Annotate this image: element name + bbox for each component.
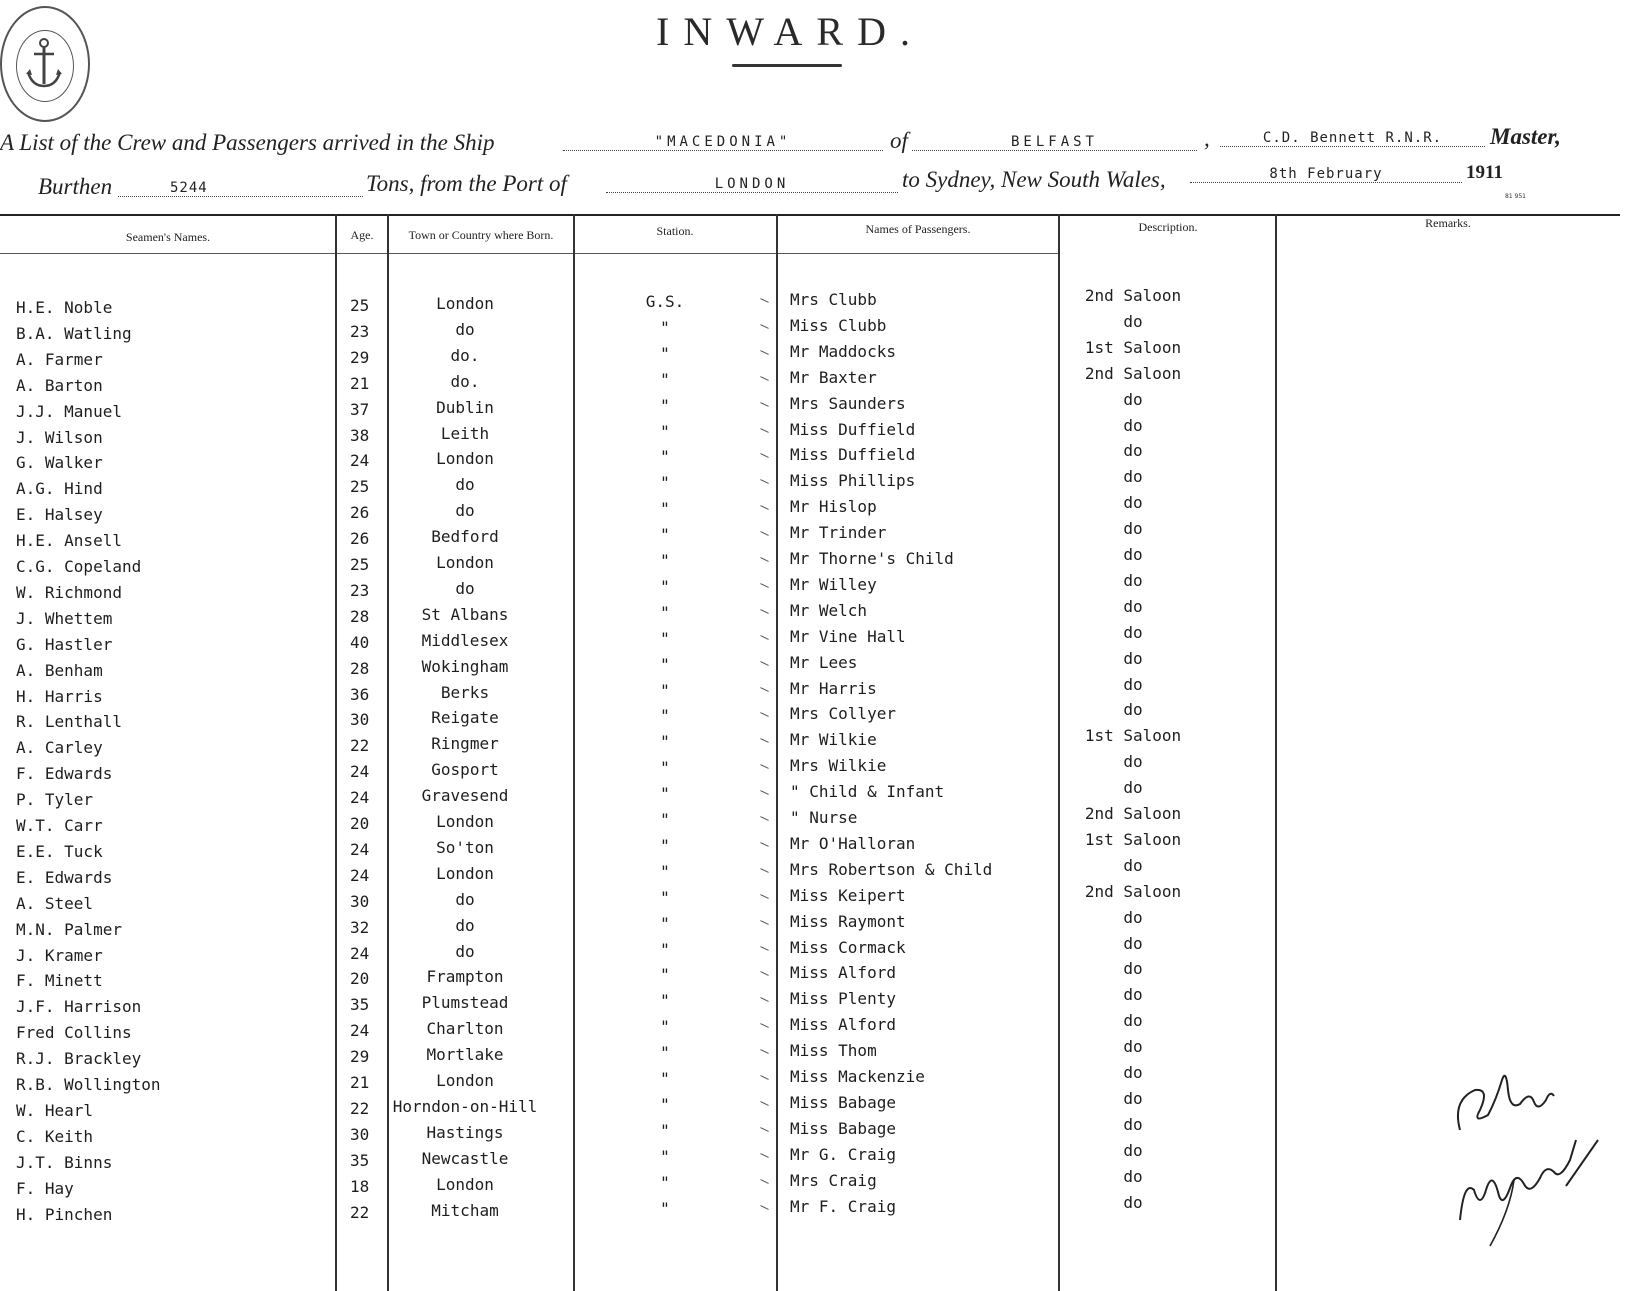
seaman-birthplace: Horndon-on-Hill xyxy=(392,1097,538,1116)
check-mark xyxy=(760,1127,769,1132)
passenger-name: Mr Vine Hall xyxy=(790,627,906,646)
seaman-age: 38 xyxy=(350,426,370,445)
ship-name-field: "MACEDONIA" xyxy=(563,134,883,151)
form-number: 81 951 xyxy=(1505,193,1526,200)
seaman-birthplace: do xyxy=(455,475,475,494)
master-name-field: C.D. Bennett R.N.R. xyxy=(1220,130,1485,147)
check-mark xyxy=(760,946,769,951)
date-field: 8th February xyxy=(1190,166,1462,183)
seaman-station: G.S. xyxy=(645,292,685,311)
passenger-description: do xyxy=(1123,493,1143,512)
seaman-name: H.E. Noble xyxy=(16,298,113,317)
check-mark xyxy=(760,738,769,743)
passenger-name: Miss Mackenzie xyxy=(790,1067,925,1086)
passenger-description: 1st Saloon xyxy=(1084,726,1182,745)
seaman-age: 35 xyxy=(350,995,370,1014)
seaman-name: E. Halsey xyxy=(16,505,103,524)
passenger-name: Miss Duffield xyxy=(790,420,916,439)
check-mark xyxy=(760,687,769,692)
seaman-birthplace: Dublin xyxy=(436,398,494,417)
col-header-born: Town or Country where Born. xyxy=(408,228,554,242)
seaman-station: " xyxy=(660,344,670,363)
check-mark xyxy=(760,1205,769,1210)
passenger-name: Mr G. Craig xyxy=(790,1145,896,1164)
passenger-name: Miss Duffield xyxy=(790,445,916,464)
seaman-station: " xyxy=(660,940,670,959)
seaman-birthplace: Bedford xyxy=(431,527,499,546)
burthen-field: 5244 xyxy=(118,180,363,197)
passenger-name: Mr Harris xyxy=(790,679,877,698)
passenger-name: Mrs Robertson & Child xyxy=(790,860,993,879)
seaman-age: 26 xyxy=(350,529,370,548)
passenger-description: do xyxy=(1123,1037,1143,1056)
seaman-age: 25 xyxy=(350,477,370,496)
seaman-name: P. Tyler xyxy=(16,790,94,809)
seaman-name: R. Lenthall xyxy=(16,712,122,731)
passenger-description: do xyxy=(1123,519,1143,538)
seaman-age: 37 xyxy=(350,400,370,419)
seaman-station: " xyxy=(660,965,670,984)
check-mark xyxy=(760,324,769,329)
seaman-age: 22 xyxy=(350,1203,370,1222)
passenger-description: do xyxy=(1123,752,1143,771)
seaman-name: W. Richmond xyxy=(16,583,122,602)
seaman-name: J.F. Harrison xyxy=(16,997,142,1016)
seaman-station: " xyxy=(660,1121,670,1140)
seaman-name: E.E. Tuck xyxy=(16,842,103,861)
seaman-station: " xyxy=(660,784,670,803)
passenger-description: do xyxy=(1123,959,1143,978)
seaman-birthplace: do. xyxy=(450,346,480,365)
check-mark xyxy=(760,868,769,873)
seaman-name: F. Minett xyxy=(16,971,103,990)
seaman-birthplace: London xyxy=(436,294,494,313)
seaman-name: H. Harris xyxy=(16,687,103,706)
passenger-name: " Nurse xyxy=(790,808,858,827)
passenger-description: do xyxy=(1123,908,1143,927)
check-mark xyxy=(760,1101,769,1106)
passenger-description: do xyxy=(1123,597,1143,616)
passenger-name: Miss Alford xyxy=(790,963,896,982)
seaman-age: 22 xyxy=(350,1099,370,1118)
seaman-age: 25 xyxy=(350,296,370,315)
check-mark xyxy=(760,1075,769,1080)
check-mark xyxy=(760,428,769,433)
seaman-birthplace: Berks xyxy=(440,683,490,702)
passenger-description: do xyxy=(1123,467,1143,486)
seaman-station: " xyxy=(660,914,670,933)
passenger-description: 2nd Saloon xyxy=(1084,804,1182,823)
passenger-description: do xyxy=(1123,312,1143,331)
passenger-name: Miss Babage xyxy=(790,1119,896,1138)
seaman-station: " xyxy=(660,447,670,466)
to-label: to Sydney, New South Wales, xyxy=(902,167,1166,192)
passenger-name: Mr Welch xyxy=(790,601,868,620)
seaman-age: 20 xyxy=(350,969,370,988)
seaman-age: 28 xyxy=(350,659,370,678)
check-mark xyxy=(760,453,769,458)
passenger-description: 1st Saloon xyxy=(1084,338,1182,357)
passenger-name: Miss Clubb xyxy=(790,316,887,335)
check-mark xyxy=(760,609,769,614)
passenger-description: do xyxy=(1123,700,1143,719)
seaman-birthplace: So'ton xyxy=(436,838,494,857)
burthen-label: Burthen xyxy=(38,174,113,199)
col-header-seamen: Seamen's Names. xyxy=(125,230,211,244)
seaman-age: 21 xyxy=(350,374,370,393)
check-mark xyxy=(760,1049,769,1054)
check-mark xyxy=(760,479,769,484)
check-mark xyxy=(760,971,769,976)
col-header-age: Age. xyxy=(350,228,374,242)
seaman-station: " xyxy=(660,836,670,855)
passenger-description: 2nd Saloon xyxy=(1084,286,1182,305)
col-header-remarks: Remarks. xyxy=(1425,216,1471,230)
column-divider xyxy=(776,214,778,1291)
passenger-description: do xyxy=(1123,934,1143,953)
check-mark xyxy=(760,1179,769,1184)
seaman-age: 24 xyxy=(350,866,370,885)
passenger-name: " Child & Infant xyxy=(790,782,945,801)
column-divider xyxy=(573,214,575,1291)
seaman-station: " xyxy=(660,1147,670,1166)
seaman-age: 30 xyxy=(350,710,370,729)
seaman-birthplace: Newcastle xyxy=(421,1149,509,1168)
seaman-birthplace: Mitcham xyxy=(431,1201,499,1220)
check-mark xyxy=(760,402,769,407)
check-mark xyxy=(760,997,769,1002)
col-header-description: Description. xyxy=(1138,220,1198,234)
seaman-station: " xyxy=(660,422,670,441)
seaman-birthplace: St Albans xyxy=(421,605,509,624)
seaman-station: " xyxy=(660,499,670,518)
seaman-age: 36 xyxy=(350,685,370,704)
seaman-name: W. Hearl xyxy=(16,1101,94,1120)
passenger-description: 2nd Saloon xyxy=(1084,364,1182,383)
column-divider xyxy=(1275,214,1277,1291)
passenger-name: Miss Thom xyxy=(790,1041,877,1060)
passenger-name: Mr Hislop xyxy=(790,497,877,516)
check-mark xyxy=(760,583,769,588)
seaman-station: " xyxy=(660,1069,670,1088)
seaman-birthplace: do xyxy=(455,501,475,520)
seaman-birthplace: do xyxy=(455,320,475,339)
passenger-description: do xyxy=(1123,675,1143,694)
seaman-age: 30 xyxy=(350,1125,370,1144)
page-title: INWARD. xyxy=(656,9,924,54)
col-header-station: Station. xyxy=(656,224,694,238)
passenger-name: Mr F. Craig xyxy=(790,1197,896,1216)
seaman-station: " xyxy=(660,681,670,700)
seaman-name: B.A. Watling xyxy=(16,324,132,343)
seaman-birthplace: London xyxy=(436,449,494,468)
seaman-name: W.T. Carr xyxy=(16,816,103,835)
passenger-name: Mr Lees xyxy=(790,653,858,672)
passenger-description: do xyxy=(1123,1011,1143,1030)
header-bottom-rule xyxy=(0,253,1060,254)
passenger-description: do xyxy=(1123,1141,1143,1160)
passenger-description: do xyxy=(1123,623,1143,642)
check-mark xyxy=(760,712,769,717)
seaman-station: " xyxy=(660,810,670,829)
seaman-birthplace: Ringmer xyxy=(431,734,499,753)
seaman-birthplace: do xyxy=(455,942,475,961)
seaman-age: 35 xyxy=(350,1151,370,1170)
seaman-name: A.G. Hind xyxy=(16,479,103,498)
passenger-name: Miss Alford xyxy=(790,1015,896,1034)
seaman-name: M.N. Palmer xyxy=(16,920,122,939)
seaman-name: J.J. Manuel xyxy=(16,402,122,421)
check-mark xyxy=(760,790,769,795)
seaman-age: 24 xyxy=(350,451,370,470)
seaman-age: 40 xyxy=(350,633,370,652)
seaman-station: " xyxy=(660,577,670,596)
seaman-name: A. Benham xyxy=(16,661,103,680)
seaman-birthplace: Wokingham xyxy=(421,657,509,676)
check-mark xyxy=(760,1023,769,1028)
seaman-birthplace: Mortlake xyxy=(426,1045,504,1064)
check-mark xyxy=(760,557,769,562)
col-header-passengers: Names of Passengers. xyxy=(865,222,971,236)
seaman-birthplace: London xyxy=(436,812,494,831)
seaman-name: C.G. Copeland xyxy=(16,557,142,576)
seaman-age: 24 xyxy=(350,840,370,859)
check-mark xyxy=(760,894,769,899)
seaman-age: 25 xyxy=(350,555,370,574)
seaman-age: 29 xyxy=(350,348,370,367)
seaman-name: R.J. Brackley xyxy=(16,1049,142,1068)
passenger-name: Mr Willey xyxy=(790,575,877,594)
seaman-station: " xyxy=(660,655,670,674)
passenger-description: do xyxy=(1123,416,1143,435)
seaman-age: 23 xyxy=(350,322,370,341)
seaman-birthplace: Hastings xyxy=(426,1123,504,1142)
passenger-description: do xyxy=(1123,571,1143,590)
of-label: of xyxy=(890,128,908,153)
seaman-birthplace: Middlesex xyxy=(421,631,509,650)
seaman-birthplace: Gosport xyxy=(431,760,499,779)
seaman-name: C. Keith xyxy=(16,1127,94,1146)
seaman-station: " xyxy=(660,396,670,415)
seaman-birthplace: London xyxy=(436,864,494,883)
passenger-description: do xyxy=(1123,1167,1143,1186)
seaman-station: " xyxy=(660,732,670,751)
seaman-name: H. Pinchen xyxy=(16,1205,113,1224)
seaman-station: " xyxy=(660,862,670,881)
seaman-name: J. Kramer xyxy=(16,946,103,965)
seaman-age: 21 xyxy=(350,1073,370,1092)
seaman-station: " xyxy=(660,1043,670,1062)
seaman-name: J. Whettem xyxy=(16,609,113,628)
column-divider xyxy=(387,214,389,1291)
seaman-station: " xyxy=(660,603,670,622)
seaman-station: " xyxy=(660,1095,670,1114)
seaman-birthplace: Plumstead xyxy=(421,993,509,1012)
passenger-description: do xyxy=(1123,649,1143,668)
intro-prefix: A List of the Crew and Passengers arrived in the Ship xyxy=(0,130,495,155)
seaman-name: A. Carley xyxy=(16,738,103,757)
check-mark xyxy=(760,298,769,303)
seaman-station: " xyxy=(660,551,670,570)
check-mark xyxy=(760,350,769,355)
seaman-name: E. Edwards xyxy=(16,868,113,887)
seaman-age: 30 xyxy=(350,892,370,911)
seaman-name: G. Hastler xyxy=(16,635,113,654)
passenger-name: Mr Baxter xyxy=(790,368,877,387)
passenger-description: 1st Saloon xyxy=(1084,830,1182,849)
seaman-birthplace: Charlton xyxy=(426,1019,504,1038)
seaman-station: " xyxy=(660,991,670,1010)
seaman-station: " xyxy=(660,370,670,389)
seaman-station: " xyxy=(660,525,670,544)
seaman-age: 24 xyxy=(350,762,370,781)
year: 1911 xyxy=(1466,162,1503,183)
passenger-name: Mrs Wilkie xyxy=(790,756,887,775)
passenger-description: do xyxy=(1123,390,1143,409)
seaman-age: 23 xyxy=(350,581,370,600)
seaman-age: 26 xyxy=(350,503,370,522)
seaman-name: A. Farmer xyxy=(16,350,103,369)
check-mark xyxy=(760,505,769,510)
passenger-name: Mrs Clubb xyxy=(790,290,877,309)
passenger-description: do xyxy=(1123,441,1143,460)
port-of-registry-field: BELFAST xyxy=(912,134,1197,151)
seaman-birthplace: London xyxy=(436,553,494,572)
seaman-name: G. Walker xyxy=(16,453,103,472)
seaman-birthplace: London xyxy=(436,1071,494,1090)
check-mark xyxy=(760,920,769,925)
seaman-station: " xyxy=(660,1199,670,1218)
seaman-name: R.B. Wollington xyxy=(16,1075,161,1094)
check-mark xyxy=(760,376,769,381)
seaman-birthplace: Gravesend xyxy=(421,786,509,805)
passenger-description: do xyxy=(1123,1089,1143,1108)
seaman-station: " xyxy=(660,318,670,337)
seaman-name: J.T. Binns xyxy=(16,1153,113,1172)
seaman-birthplace: do xyxy=(455,890,475,909)
seaman-name: J. Wilson xyxy=(16,428,103,447)
seaman-birthplace: Leith xyxy=(440,424,490,443)
seaman-age: 24 xyxy=(350,1021,370,1040)
check-mark xyxy=(760,1153,769,1158)
check-mark xyxy=(760,661,769,666)
tons-label: Tons, from the Port of xyxy=(366,171,567,196)
seaman-age: 29 xyxy=(350,1047,370,1066)
seaman-birthplace: do xyxy=(455,579,475,598)
title-underline xyxy=(732,64,842,67)
passenger-description: do xyxy=(1123,778,1143,797)
passenger-description: do xyxy=(1123,1115,1143,1134)
check-mark xyxy=(760,842,769,847)
passenger-name: Mr O'Halloran xyxy=(790,834,916,853)
seaman-name: A. Barton xyxy=(16,376,103,395)
passenger-name: Mr Thorne's Child xyxy=(790,549,954,568)
master-label: Master, xyxy=(1490,124,1561,149)
passenger-name: Miss Plenty xyxy=(790,989,896,1008)
seaman-station: " xyxy=(660,473,670,492)
passenger-name: Mrs Saunders xyxy=(790,394,906,413)
seaman-age: 20 xyxy=(350,814,370,833)
master-signature xyxy=(1450,1060,1600,1250)
passenger-name: Mrs Collyer xyxy=(790,704,896,723)
seaman-name: F. Edwards xyxy=(16,764,113,783)
seaman-station: " xyxy=(660,629,670,648)
seaman-station: " xyxy=(660,888,670,907)
passenger-name: Mr Maddocks xyxy=(790,342,896,361)
passenger-name: Miss Cormack xyxy=(790,938,906,957)
passenger-name: Mr Trinder xyxy=(790,523,887,542)
seaman-age: 22 xyxy=(350,736,370,755)
passenger-name: Miss Babage xyxy=(790,1093,896,1112)
passenger-name: Miss Keipert xyxy=(790,886,906,905)
passenger-name: Miss Phillips xyxy=(790,471,916,490)
seaman-age: 28 xyxy=(350,607,370,626)
passenger-name: Miss Raymont xyxy=(790,912,906,931)
seaman-birthplace: London xyxy=(436,1175,494,1194)
shipping-master-stamp xyxy=(0,6,90,122)
seaman-station: " xyxy=(660,1173,670,1192)
seaman-birthplace: do xyxy=(455,916,475,935)
passenger-description: do xyxy=(1123,985,1143,1004)
seaman-name: F. Hay xyxy=(16,1179,74,1198)
passenger-description: 2nd Saloon xyxy=(1084,882,1182,901)
passenger-description: do xyxy=(1123,1193,1143,1212)
seaman-birthplace: Reigate xyxy=(431,708,499,727)
passenger-name: Mr Wilkie xyxy=(790,730,877,749)
seaman-age: 18 xyxy=(350,1177,370,1196)
passenger-description: do xyxy=(1123,1063,1143,1082)
seaman-birthplace: do. xyxy=(450,372,480,391)
check-mark xyxy=(760,635,769,640)
column-divider xyxy=(1058,214,1060,1291)
seaman-name: Fred Collins xyxy=(16,1023,132,1042)
passenger-name: Mrs Craig xyxy=(790,1171,877,1190)
check-mark xyxy=(760,764,769,769)
comma: , xyxy=(1204,126,1210,151)
column-divider xyxy=(335,214,337,1291)
seaman-birthplace: Frampton xyxy=(426,967,504,986)
anchor-icon xyxy=(24,36,64,92)
seaman-station: " xyxy=(660,1017,670,1036)
check-mark xyxy=(760,816,769,821)
seaman-age: 24 xyxy=(350,788,370,807)
check-mark xyxy=(760,531,769,536)
seaman-age: 24 xyxy=(350,944,370,963)
seaman-station: " xyxy=(660,706,670,725)
passenger-description: do xyxy=(1123,856,1143,875)
seaman-name: A. Steel xyxy=(16,894,94,913)
seaman-age: 32 xyxy=(350,918,370,937)
seaman-name: H.E. Ansell xyxy=(16,531,122,550)
from-port-field: LONDON xyxy=(606,176,898,193)
passenger-description: do xyxy=(1123,545,1143,564)
seaman-station: " xyxy=(660,758,670,777)
